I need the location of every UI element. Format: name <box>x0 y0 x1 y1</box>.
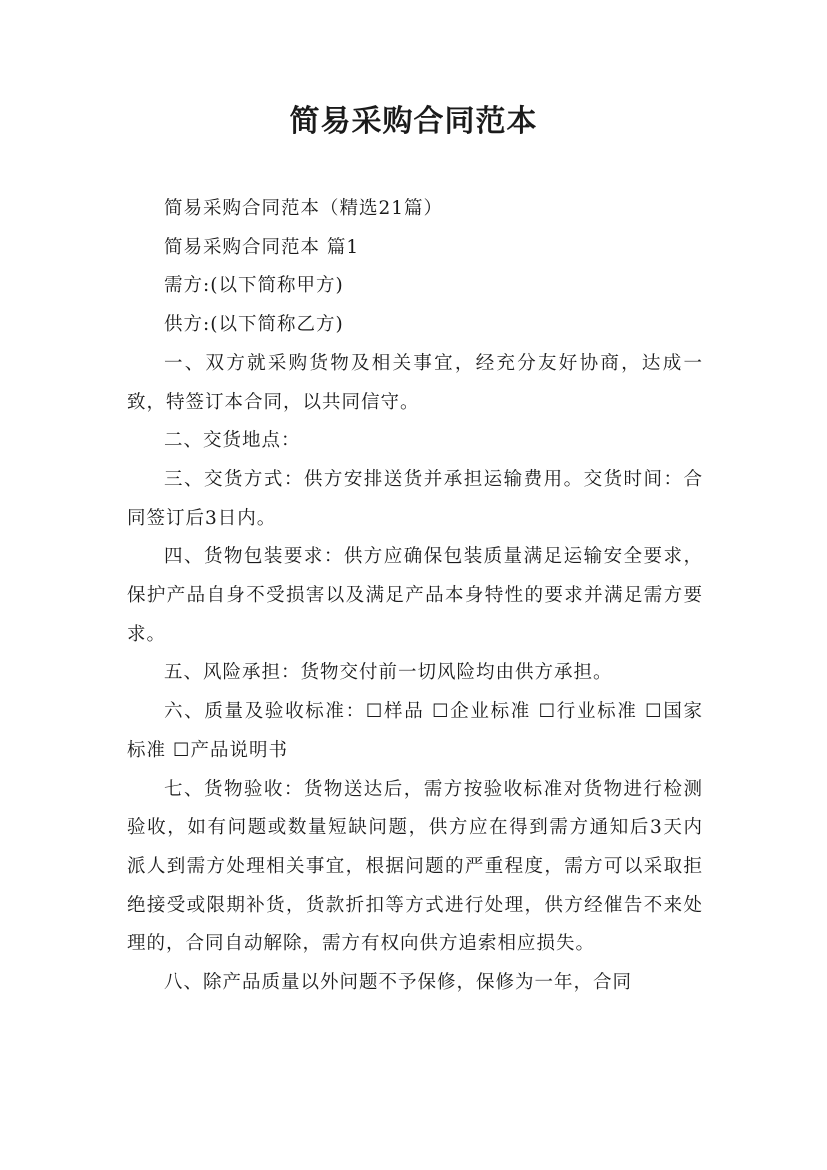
paragraph-buyer: 需方:(以下简称甲方) <box>164 275 344 297</box>
document-title: 简易采购合同范本 <box>289 104 538 139</box>
paragraph-clause-1: 一、双方就采购货物及相关事宜，经充分友好协商，达成一致，特签订本合同，以共同信守。 <box>127 352 703 413</box>
document-body <box>127 190 703 1003</box>
paragraph-clause-5: 五、风险承担：货物交付前一切风险均由供方承担。 <box>164 662 613 684</box>
paragraph-clause-8: 八、除产品质量以外问题不予保修，保修为一年，合同 <box>164 972 633 994</box>
paragraph-clause-4: 四、货物包装要求：供方应确保包装质量满足运输安全要求，保护产品自身不受损害以及满足产品本身特性的要求并满足需方要求。 <box>127 546 703 645</box>
paragraph-subtitle: 简易采购合同范本（精选21篇） <box>164 198 444 219</box>
paragraph-clause-7: 七、货物验收：货物送达后，需方按验收标准对货物进行检测验收，如有问题或数量短缺问题，供方应在得到需方通知后3天内派人到需方处理相关事宜，根据问题的严重程度，需方可以采取拒绝接受或限期补货，货款折扣等方式进行处理，供方经催告不来处理的，合同自动解除，需方有权向供方追索相应损失。 <box>127 778 703 955</box>
paragraph-clause-2: 二、交货地点： <box>164 430 301 452</box>
paragraph-section-heading: 简易采购合同范本 篇1 <box>164 236 360 258</box>
paragraph-supplier: 供方:(以下简称乙方) <box>164 314 344 336</box>
paragraph-clause-3: 三、交货方式：供方安排送货并承担运输费用。交货时间：合同签订后3日内。 <box>127 468 703 529</box>
paragraph-clause-6: 六、质量及验收标准：☐样品 ☐企业标准 ☐行业标准 ☐国家标准 ☐产品说明书 <box>127 701 703 761</box>
